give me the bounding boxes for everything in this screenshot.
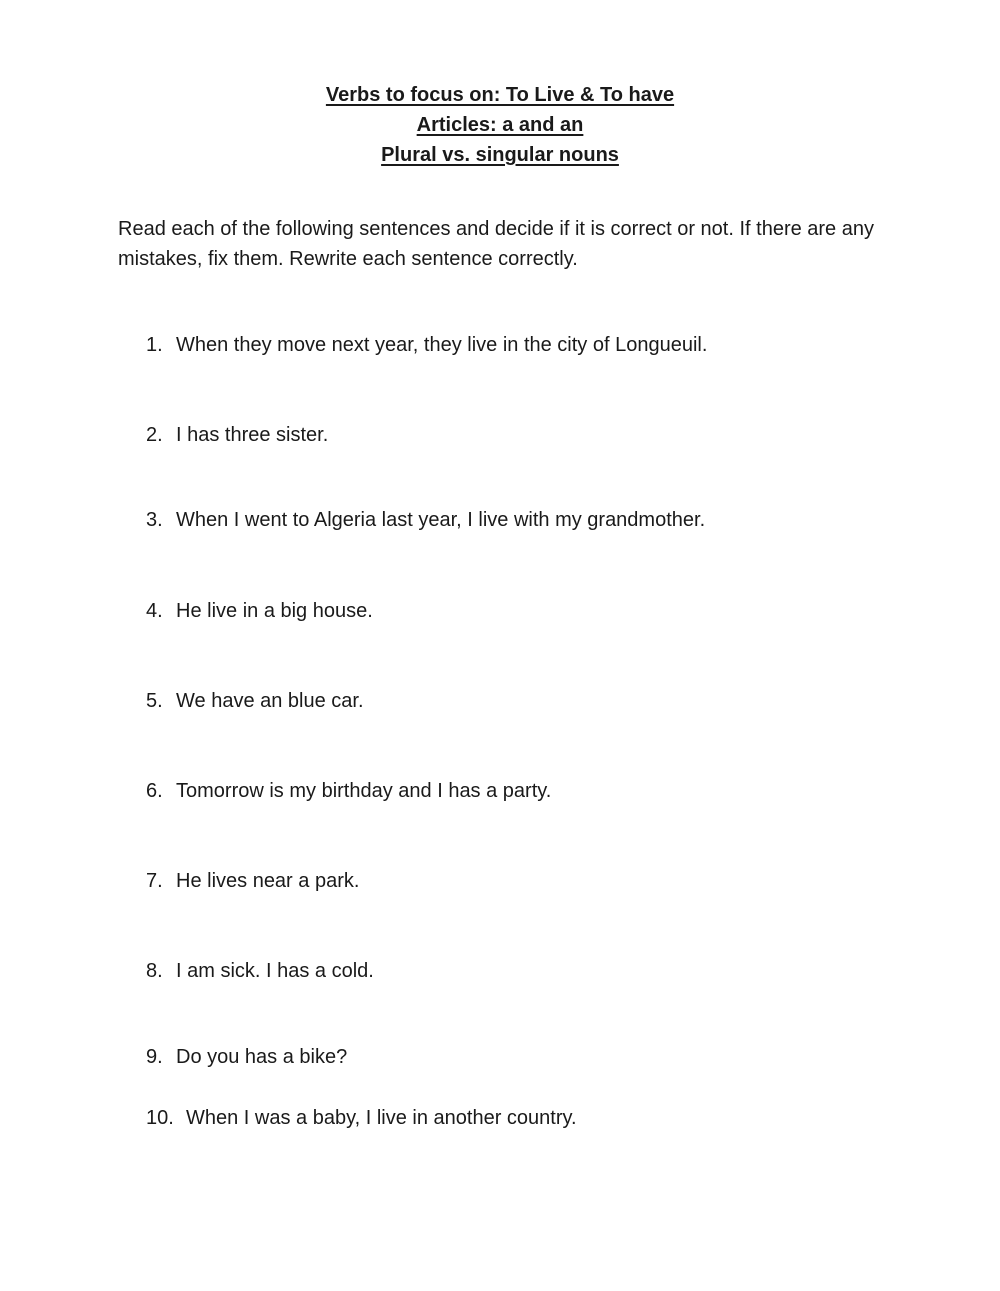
heading-verbs: Verbs to focus on: To Live & To have [325, 84, 675, 106]
instructions-text: Read each of the following sentences and decide if it is correct or not. If there are any mistakes, fix them. Rewrite each sentence correctly. [118, 218, 874, 270]
list-item [146, 598, 373, 624]
list-item [146, 1105, 577, 1131]
item-sentence: He lives near a park. [176, 870, 360, 892]
list-item [146, 422, 328, 448]
item-sentence: Tomorrow is my birthday and I has a party. [176, 780, 552, 802]
item-number: 7. [146, 870, 163, 892]
heading-articles: Articles: a and an [416, 114, 584, 136]
item-number: 8. [146, 960, 163, 982]
item-number: 9. [146, 1046, 163, 1068]
list-item [146, 868, 359, 894]
item-sentence: Do you has a bike? [176, 1046, 348, 1068]
item-sentence: He live in a big house. [176, 600, 373, 622]
item-sentence: I has three sister. [176, 424, 329, 446]
item-number: 2. [146, 424, 163, 446]
item-number: 6. [146, 780, 163, 802]
item-number: 10. [146, 1107, 174, 1129]
list-item [146, 332, 707, 358]
item-number: 3. [146, 509, 163, 531]
list-item [146, 958, 374, 984]
list-item [146, 778, 551, 804]
item-sentence: When I went to Algeria last year, I live with my grandmother. [176, 509, 706, 531]
item-sentence: When I was a baby, I live in another country. [186, 1107, 577, 1129]
item-number: 5. [146, 690, 163, 712]
list-item [146, 688, 364, 714]
item-sentence: I am sick. I has a cold. [176, 960, 374, 982]
list-item [146, 1044, 347, 1070]
item-number: 1. [146, 334, 163, 356]
item-sentence: We have an blue car. [176, 690, 364, 712]
heading-plural: Plural vs. singular nouns [381, 144, 619, 166]
item-sentence: When they move next year, they live in the city of Longueuil. [176, 334, 708, 356]
list-item [146, 507, 705, 533]
item-number: 4. [146, 600, 163, 622]
